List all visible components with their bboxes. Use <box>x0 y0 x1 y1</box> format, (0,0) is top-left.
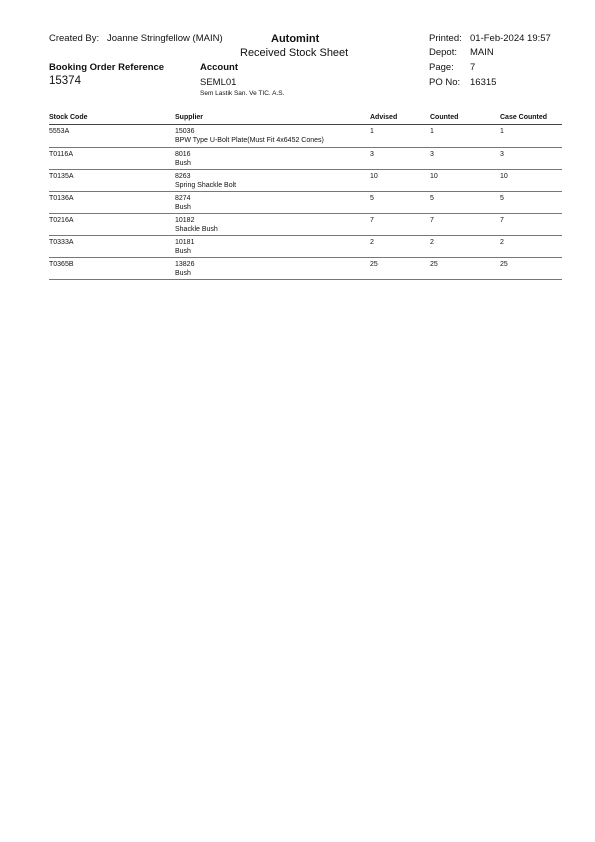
header-divider <box>49 124 562 125</box>
counted-cell: 3 <box>430 151 434 158</box>
depot-value: MAIN <box>470 47 494 58</box>
supplier-code-cell: 10182 <box>175 217 195 224</box>
supplier-code-cell: 13826 <box>175 261 195 268</box>
row-divider <box>49 257 562 258</box>
supplier-code-cell: 8016 <box>175 151 191 158</box>
row-divider <box>49 169 562 170</box>
advised-cell: 3 <box>370 151 374 158</box>
advised-cell: 1 <box>370 128 374 135</box>
account-label: Account <box>200 62 238 73</box>
counted-cell: 25 <box>430 261 438 268</box>
counted-cell: 1 <box>430 128 434 135</box>
description-cell: Spring Shackle Bolt <box>175 182 237 189</box>
row-divider <box>49 213 562 214</box>
printed-label: Printed: <box>429 33 462 44</box>
column-header-counted: Counted <box>430 114 459 121</box>
supplier-code-cell: 10181 <box>175 239 195 246</box>
row-divider <box>49 147 562 148</box>
advised-cell: 5 <box>370 195 374 202</box>
counted-cell: 5 <box>430 195 434 202</box>
counted-cell: 7 <box>430 217 434 224</box>
advised-cell: 2 <box>370 239 374 246</box>
counted-cell: 2 <box>430 239 434 246</box>
stock-code-cell: T0136A <box>49 195 74 202</box>
booking-ref-value: 15374 <box>49 75 81 87</box>
booking-ref-label: Booking Order Reference <box>49 62 165 73</box>
stock-code-cell: T0135A <box>49 173 74 180</box>
stock-code-cell: T0365B <box>49 261 74 268</box>
case-counted-cell: 2 <box>500 239 504 246</box>
column-header-advised: Advised <box>370 114 398 121</box>
description-cell: Bush <box>175 270 191 277</box>
account-value: SEML01 <box>200 77 237 88</box>
description-cell: BPW Type U-Bolt Plate(Must Fit 4x6452 Cones) <box>175 137 324 144</box>
column-header-stock-code: Stock Code <box>49 114 88 121</box>
stock-code-cell: T0333A <box>49 239 74 246</box>
supplier-code-cell: 8274 <box>175 195 191 202</box>
po-label: PO No: <box>429 77 461 88</box>
depot-label: Depot: <box>429 47 457 58</box>
created-by-value: Joanne Stringfellow (MAIN) <box>107 33 223 44</box>
created-by-label: Created By: <box>49 33 100 44</box>
column-header-case-counted: Case Counted <box>500 114 548 121</box>
case-counted-cell: 25 <box>500 261 508 268</box>
stock-code-cell: T0216A <box>49 217 74 224</box>
description-cell: Bush <box>175 248 191 255</box>
column-header-supplier: Supplier <box>175 114 204 121</box>
case-counted-cell: 10 <box>500 173 508 180</box>
stock-code-cell: 5553A <box>49 128 70 135</box>
supplier-code-cell: 8263 <box>175 173 191 180</box>
page-number: 7 <box>470 62 476 73</box>
case-counted-cell: 3 <box>500 151 504 158</box>
printed-value: 01-Feb-2024 19:57 <box>470 33 551 44</box>
description-cell: Shackle Bush <box>175 226 218 233</box>
row-divider <box>49 191 562 192</box>
advised-cell: 25 <box>370 261 378 268</box>
case-counted-cell: 1 <box>500 128 504 135</box>
case-counted-cell: 7 <box>500 217 504 224</box>
case-counted-cell: 5 <box>500 195 504 202</box>
row-divider <box>49 235 562 236</box>
stock-code-cell: T0116A <box>49 151 73 158</box>
account-name: Sem Lastik San. Ve TIC. A.S. <box>200 90 285 97</box>
company-name: Automint <box>271 33 320 45</box>
row-divider <box>49 279 562 280</box>
counted-cell: 10 <box>430 173 438 180</box>
page-title: Received Stock Sheet <box>240 47 349 59</box>
advised-cell: 10 <box>370 173 378 180</box>
page-label: Page: <box>429 62 454 73</box>
description-cell: Bush <box>175 204 191 211</box>
supplier-code-cell: 15036 <box>175 128 195 135</box>
po-value: 16315 <box>470 77 497 88</box>
advised-cell: 7 <box>370 217 374 224</box>
description-cell: Bush <box>175 160 191 167</box>
